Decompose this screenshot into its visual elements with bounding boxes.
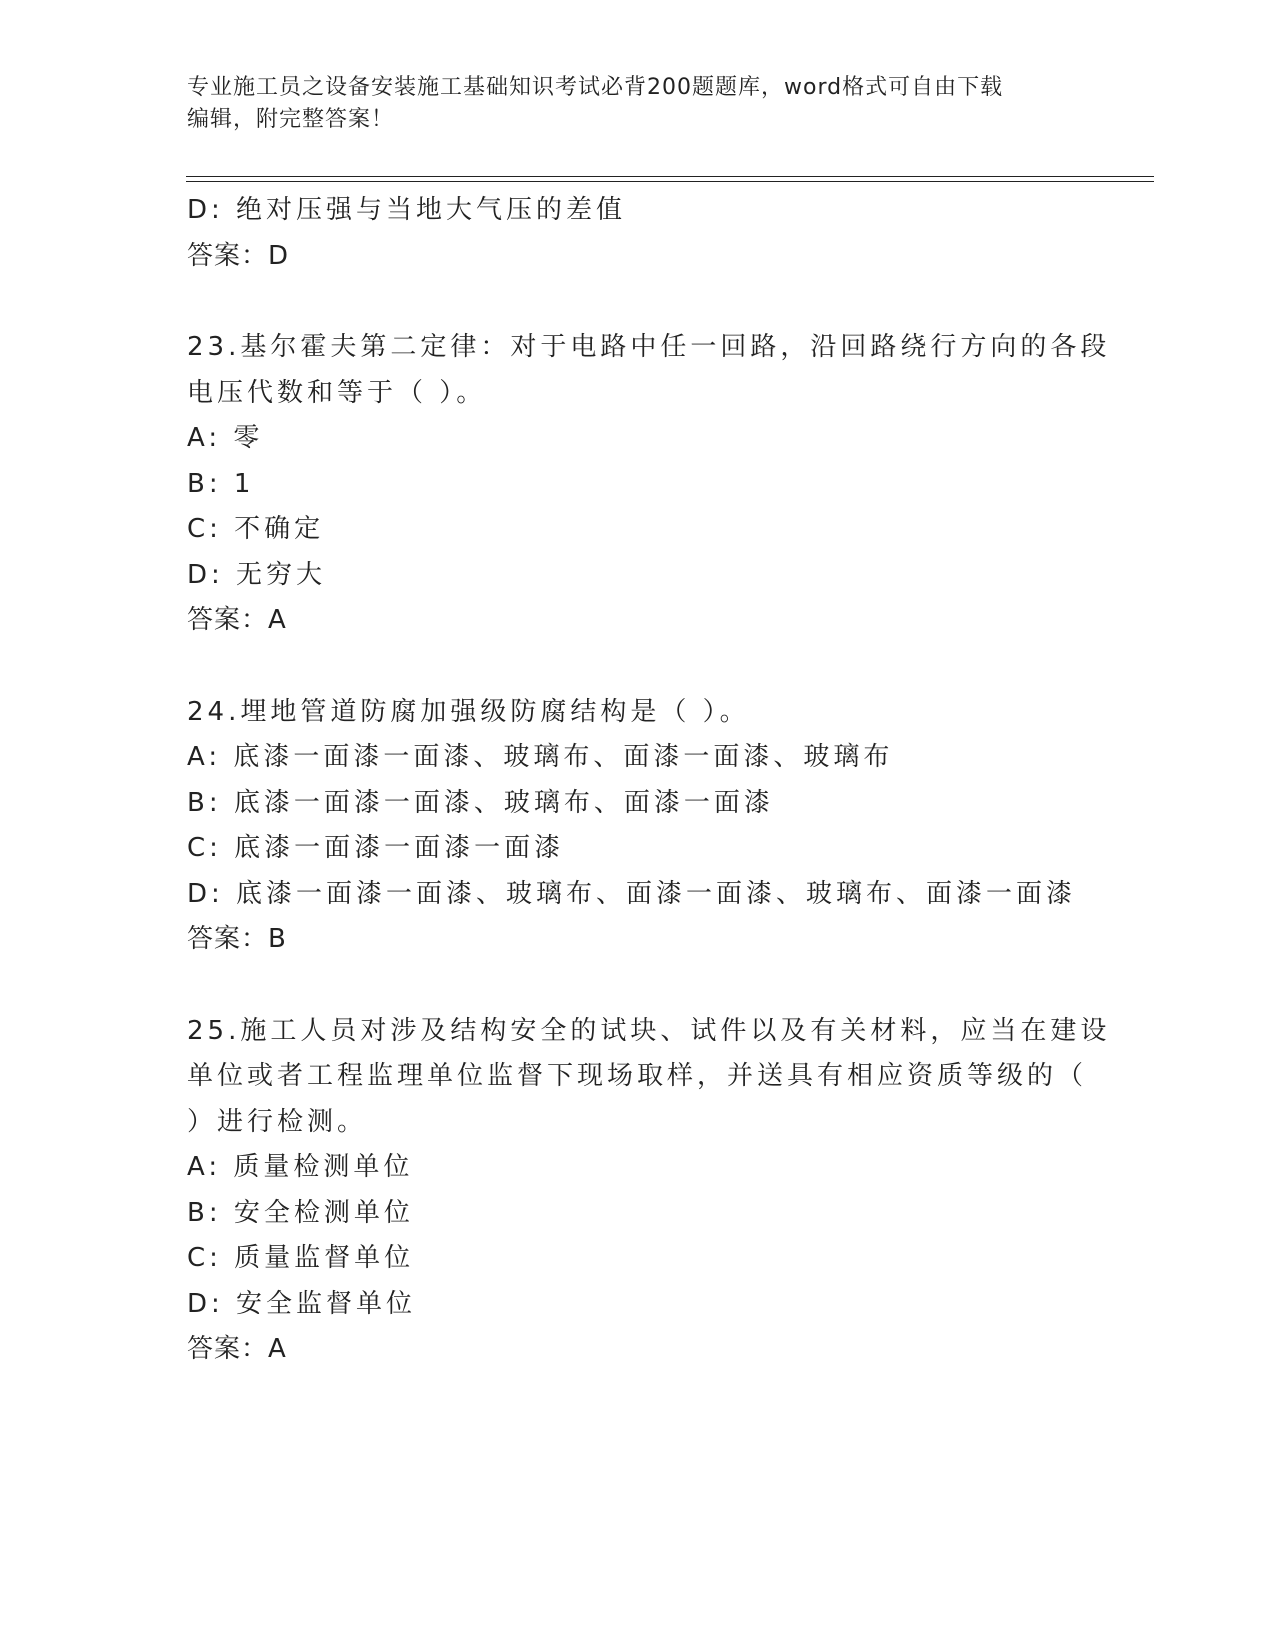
document-header	[187, 72, 1067, 136]
header-divider-top	[186, 176, 1154, 177]
question-23	[187, 325, 1111, 644]
option-c: C: 不确定	[187, 514, 325, 544]
question-24	[187, 690, 1087, 963]
question-stem-line: 25.施工人员对涉及结构安全的试块、试件以及有关材料，应当在建设	[187, 1015, 1111, 1046]
question-list	[187, 188, 1111, 1373]
question-25	[187, 1009, 1111, 1373]
spacer	[187, 963, 1087, 1009]
option-a: A: 零	[187, 423, 264, 453]
prev-question-answer: 答案：D	[187, 240, 290, 271]
option-b: B: 安全检测单位	[187, 1197, 414, 1228]
option-d: D: 底漆一面漆一面漆、玻璃布、面漆一面漆、玻璃布、面漆一面漆	[187, 878, 1077, 909]
header-title-line-1: 专业施工员之设备安装施工基础知识考试必背200题题库，word格式可自由下载	[187, 75, 1004, 100]
option-a: A: 底漆一面漆一面漆、玻璃布、面漆一面漆、玻璃布	[187, 742, 894, 772]
header-title-line-2: 编辑，附完整答案！	[187, 107, 395, 132]
spacer	[187, 279, 1087, 325]
prev-question-option-d: D: 绝对压强与当地大气压的差值	[187, 195, 627, 225]
option-b: B: 1	[187, 468, 255, 499]
option-c: C: 底漆一面漆一面漆一面漆	[187, 833, 565, 863]
question-stem-line: 单位或者工程监理单位监督下现场取样，并送具有相应资质等级的（	[187, 1061, 1088, 1091]
option-c: C: 质量监督单位	[187, 1243, 415, 1273]
option-b: B: 底漆一面漆一面漆、玻璃布、面漆一面漆	[187, 787, 774, 818]
question-stem-line: 24.埋地管道防腐加强级防腐结构是（ ）。	[187, 696, 750, 727]
option-d: D: 无穷大	[187, 559, 327, 590]
spacer	[187, 644, 1087, 690]
header-divider-bottom	[186, 181, 1154, 182]
question-stem-line: 23.基尔霍夫第二定律：对于电路中任一回路，沿回路绕行方向的各段	[187, 332, 1111, 362]
answer-label: 答案：B	[187, 924, 287, 954]
answer-label: 答案：A	[187, 1334, 287, 1364]
option-d: D: 安全监督单位	[187, 1288, 417, 1319]
question-stem-line: ）进行检测。	[187, 1106, 368, 1137]
question-stem-line: 电压代数和等于（ ）。	[187, 377, 487, 408]
answer-label: 答案：A	[187, 605, 287, 635]
option-a: A: 质量检测单位	[187, 1152, 414, 1182]
